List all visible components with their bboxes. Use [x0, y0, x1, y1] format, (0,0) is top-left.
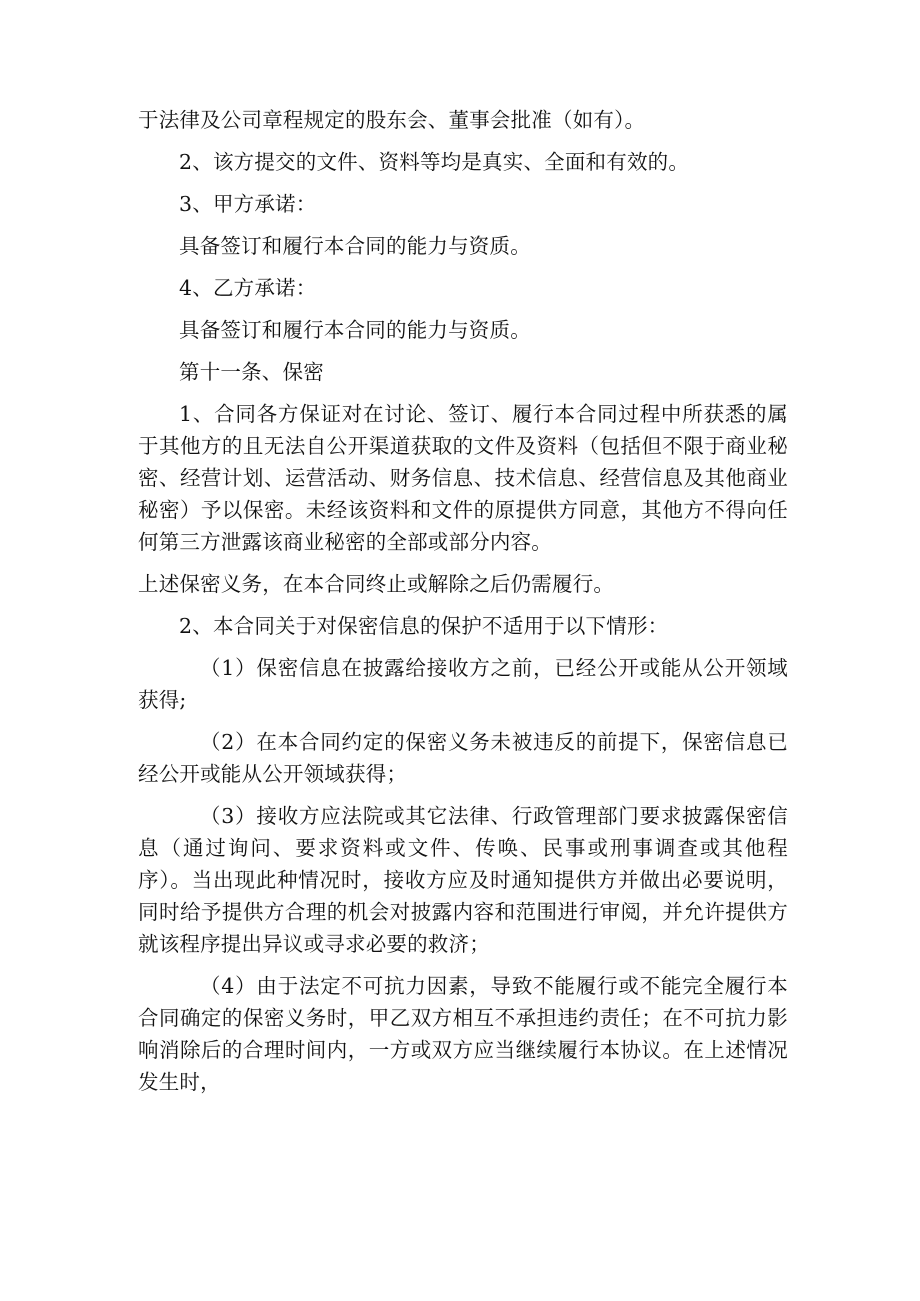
- paragraph-party-a-capability: 具备签订和履行本合同的能力与资质。: [179, 234, 531, 258]
- paragraph-exclusions-heading: 2、本合同关于对保密信息的保护不适用于以下情形：: [179, 614, 669, 638]
- paragraph-documents-truthful: 2、该方提交的文件、资料等均是真实、全面和有效的。: [179, 150, 690, 174]
- list-item-exclusion-2: （2）在本合同约定的保密义务未被违反的前提下，保密信息已经公开或能从公开领域获得；: [138, 730, 788, 786]
- list-item-exclusion-4: （4）由于法定不可抗力因素，导致不能履行或不能完全履行本合同确定的保密义务时，甲乙双方相互不承担违约责任；在不可抗力影响消除后的合理时间内，一方或双方应当继续履行本协议。在上述情况发生时，: [138, 974, 788, 1094]
- paragraph-party-b-capability: 具备签订和履行本合同的能力与资质。: [179, 318, 531, 342]
- paragraph-party-a-heading: 3、甲方承诺：: [179, 192, 317, 216]
- paragraph-approval-continuation: 于法律及公司章程规定的股东会、董事会批准（如有）。: [138, 108, 646, 132]
- list-item-exclusion-1: （1）保密信息在披露给接收方之前，已经公开或能从公开领域获得;: [138, 656, 788, 712]
- section-title-confidentiality: 第十一条、保密: [179, 360, 324, 384]
- list-item-exclusion-3: （3）接收方应法院或其它法律、行政管理部门要求披露保密信息（通过询问、要求资料或文件、传唤、民事或刑事调查或其他程序）。当出现此种情况时，接收方应及时通知提供方并做出必要说明，同时给予提供方合理的机会对披露内容和范围进行审阅，并允许提供方就该程序提出异议或寻求必要的救济；: [138, 804, 788, 956]
- paragraph-party-b-heading: 4、乙方承诺：: [179, 276, 317, 300]
- paragraph-obligation-survives: 上述保密义务，在本合同终止或解除之后仍需履行。: [138, 572, 615, 596]
- document-body: [138, 104, 788, 1108]
- paragraph-confidentiality-obligation: 1、合同各方保证对在讨论、签订、履行本合同过程中所获悉的属于其他方的且无法自公开渠道获取的文件及资料（包括但不限于商业秘密、经营计划、运营活动、财务信息、技术信息、经营信息及其他商业秘密）予以保密。未经该资料和文件的原提供方同意，其他方不得向任何第三方泄露该商业秘密的全部或部分内容。: [138, 402, 788, 554]
